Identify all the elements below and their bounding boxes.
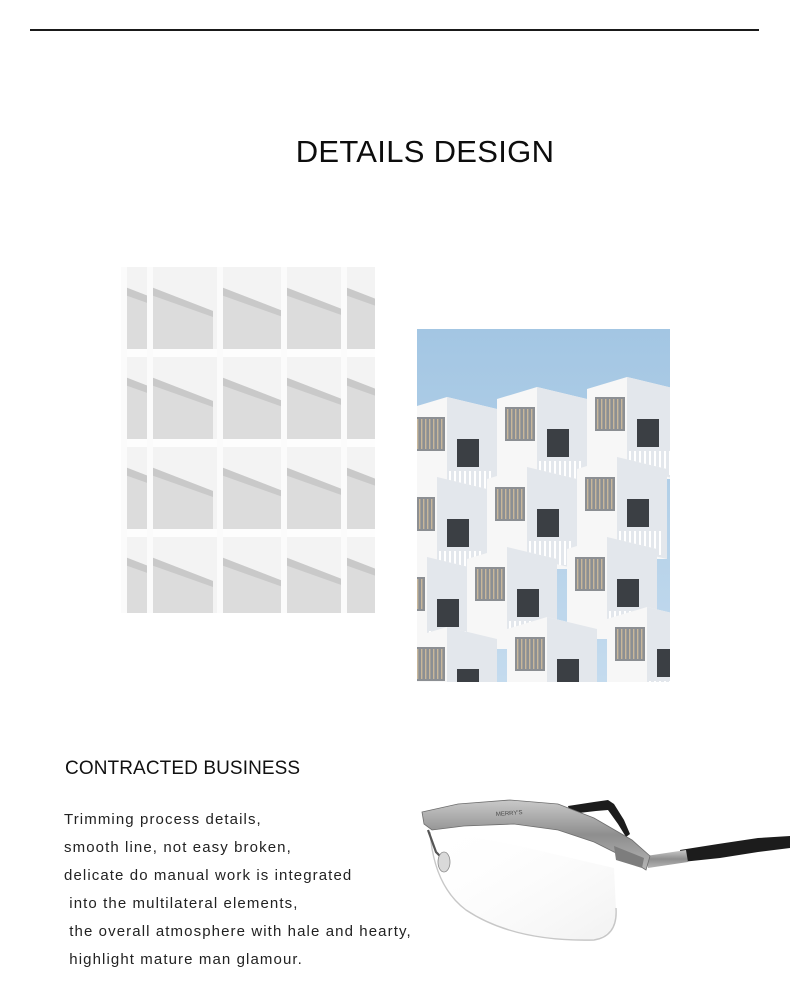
top-divider bbox=[30, 29, 759, 31]
eyeglasses-product-image bbox=[418, 790, 790, 950]
description-line: delicate do manual work is integrated bbox=[64, 867, 353, 884]
description-line: smooth line, not easy broken, bbox=[64, 839, 292, 856]
section-heading: CONTRACTED BUSINESS bbox=[65, 758, 301, 779]
brow-brand-text: MERRY'S bbox=[495, 810, 523, 818]
description-list bbox=[64, 806, 412, 974]
balcony-building-photo bbox=[417, 329, 670, 682]
description-line: the overall atmosphere with hale and hearty, bbox=[64, 923, 412, 940]
description-line: Trimming process details, bbox=[64, 811, 262, 828]
facade-grid-graphic bbox=[121, 267, 375, 613]
eyeglasses-graphic bbox=[418, 790, 790, 950]
page-title: DETAILS DESIGN bbox=[295, 134, 555, 169]
balcony-building-graphic bbox=[417, 329, 670, 682]
description-line: highlight mature man glamour. bbox=[64, 951, 303, 968]
facade-grid-photo bbox=[121, 267, 375, 613]
description-line: into the multilateral elements, bbox=[64, 895, 299, 912]
